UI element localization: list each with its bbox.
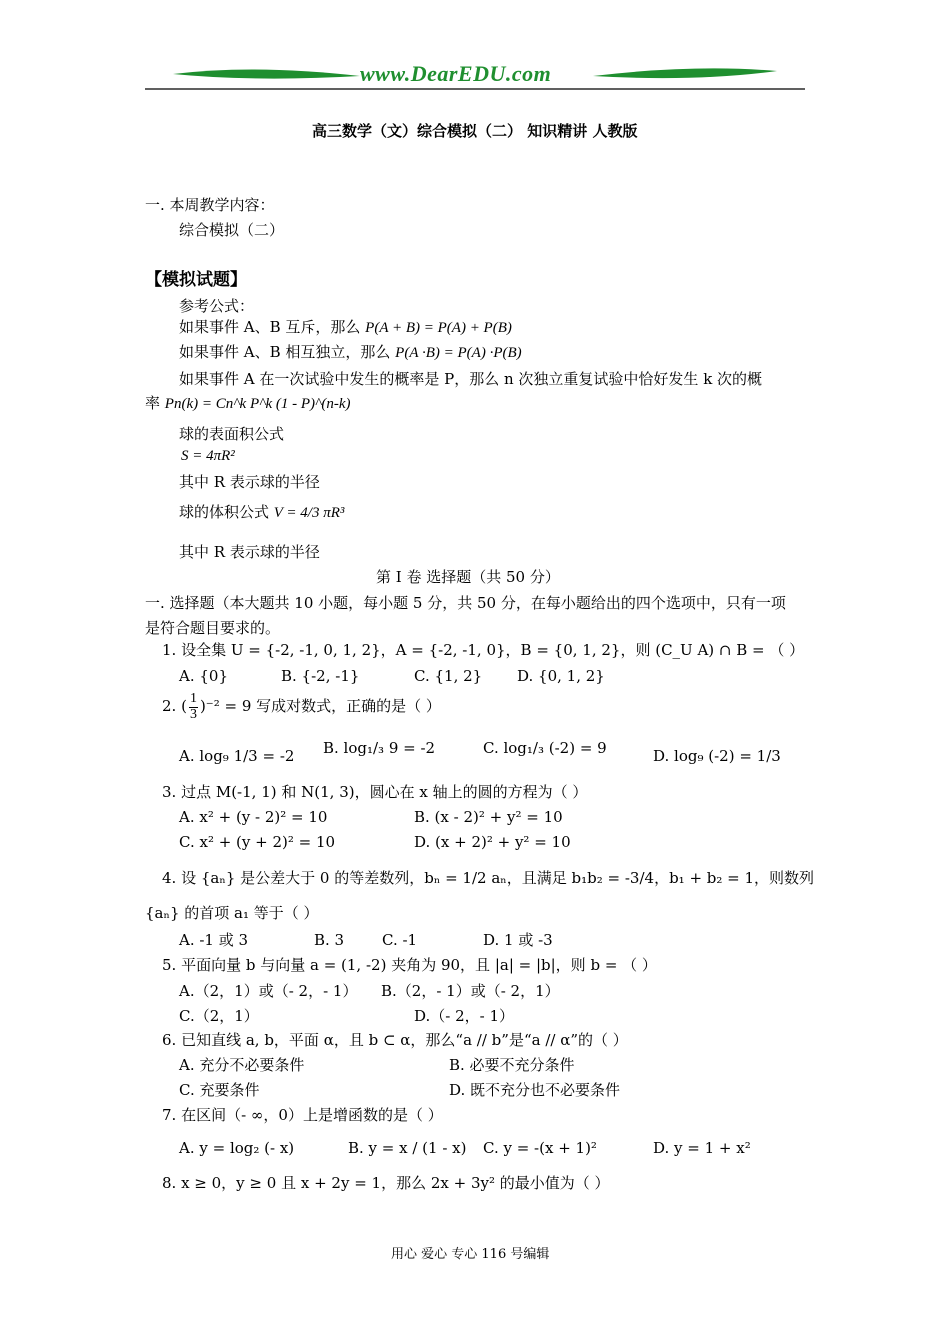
formula-binomial-line2: 率 Pn(k) = Cn^k P^k (1 - P)^(n-k) [145, 394, 351, 412]
sphere-volume-formula: 球的体积公式 V = 4/3 πR³ [179, 503, 345, 521]
question-1-stem: 1. 设全集 U = {-2, -1, 0, 1, 2}，A = {-2, -1, 0}，B = {0, 1, 2}，则 (C_U A) ∩ B = （ ） [162, 641, 805, 659]
question-5-stem: 5. 平面向量 b 与向量 a = (1, -2) 夹角为 90，且 |a| = |b|，则 b = （ ） [162, 956, 657, 974]
question-2-stem: 2. ( $\frac{1}{3}$ )⁻² = 9 写成对数式，正确的是（ ） [162, 691, 441, 722]
formula-intro: 参考公式： [179, 297, 255, 315]
sphere-surface-formula: S = 4πR² [181, 448, 235, 464]
q3-option-b: B. (x - 2)² + y² = 10 [414, 808, 563, 826]
section-content: 综合模拟（二） [179, 221, 285, 239]
radius-note: 其中 R 表示球的半径 [179, 543, 320, 561]
header-logo [145, 58, 805, 92]
q3-option-a: A. x² + (y - 2)² = 10 [179, 808, 328, 826]
q7-option-a: A. y = log₂ (- x) [179, 1139, 295, 1157]
q2-option-a: A. log₉ 1/3 = -2 [179, 747, 295, 765]
formula-independent: 如果事件 A、B 相互独立，那么 P(A ·B) = P(A) ·P(B) [179, 343, 522, 361]
logo-text: www.DearEDU.com [360, 61, 552, 86]
page-footer: 用心 爱心 专心 116 号编辑 [391, 1247, 550, 1262]
q4-option-a: A. -1 或 3 [179, 931, 249, 949]
q1-option-b: B. {-2, -1} [281, 667, 360, 685]
q1-option-c: C. {1, 2} [414, 667, 483, 685]
q5-option-b: B.（2，- 1）或（- 2，1） [381, 982, 560, 1000]
q4-option-b: B. 3 [314, 931, 345, 949]
question-4-stem-line2: {aₙ} 的首项 a₁ 等于（ ） [145, 904, 319, 922]
formula-binomial-line1: 如果事件 A 在一次试验中发生的概率是 P，那么 n 次独立重复试验中恰好发生 k 次的概 [179, 370, 763, 388]
question-3-stem: 3. 过点 M(-1, 1) 和 N(1, 3)，圆心在 x 轴上的圆的方程为（ ） [162, 783, 588, 801]
instruction-line: 是符合题目要求的。 [145, 619, 281, 637]
q3-option-d: D. (x + 2)² + y² = 10 [414, 833, 571, 851]
sphere-surface-label: 球的表面积公式 [179, 425, 285, 443]
q5-option-a: A.（2，1）或（- 2，- 1） [179, 982, 358, 1000]
formula-mutually-exclusive: 如果事件 A、B 互斥，那么 P(A + B) = P(A) + P(B) [179, 318, 512, 336]
q5-option-c: C.（2，1） [179, 1007, 259, 1025]
question-8-stem: 8. x ≥ 0，y ≥ 0 且 x + 2y = 1，那么 2x + 3y² 的最小值为（ ） [162, 1174, 610, 1192]
q1-option-a: A. {0} [179, 667, 228, 685]
q4-option-d: D. 1 或 -3 [483, 931, 553, 949]
section-heading: 一. 本周教学内容： [145, 196, 275, 214]
q4-option-c: C. -1 [382, 931, 418, 949]
q2-option-c: C. log₁/₃ (-2) = 9 [483, 739, 607, 757]
radius-note: 其中 R 表示球的半径 [179, 473, 320, 491]
q1-option-d: D. {0, 1, 2} [517, 667, 605, 685]
mock-test-heading: 【模拟试题】 [145, 270, 247, 290]
question-6-stem: 6. 已知直线 a, b，平面 α，且 b ⊂ α，那么“a // b”是“a // α”的（ ） [162, 1031, 628, 1049]
part-heading: 第 I 卷 选择题（共 50 分） [376, 568, 560, 586]
q6-option-b: B. 必要不充分条件 [449, 1056, 575, 1074]
question-4-stem-line1: 4. 设 {aₙ} 是公差大于 0 的等差数列，bₙ = 1/2 aₙ，且满足 b₁b₂ = -3/4，b₁ + b₂ = 1，则数列 [162, 869, 815, 887]
q3-option-c: C. x² + (y + 2)² = 10 [179, 833, 336, 851]
q7-option-d: D. y = 1 + x² [653, 1139, 751, 1157]
q7-option-b: B. y = x / (1 - x) [348, 1139, 467, 1157]
question-7-stem: 7. 在区间（- ∞，0）上是增函数的是（ ） [162, 1106, 443, 1124]
q5-option-d: D.（- 2，- 1） [414, 1007, 515, 1025]
q6-option-c: C. 充要条件 [179, 1081, 260, 1099]
q2-option-d: D. log₉ (-2) = 1/3 [653, 747, 781, 765]
q7-option-c: C. y = -(x + 1)² [483, 1139, 597, 1157]
instruction-line: 一. 选择题（本大题共 10 小题，每小题 5 分，共 50 分，在每小题给出的四个选项中，只有一项 [145, 594, 786, 612]
q2-option-b: B. log₁/₃ 9 = -2 [323, 739, 436, 757]
page-title: 高三数学（文）综合模拟（二） 知识精讲 人教版 [312, 122, 638, 140]
q6-option-a: A. 充分不必要条件 [179, 1056, 305, 1074]
q6-option-d: D. 既不充分也不必要条件 [449, 1081, 621, 1099]
